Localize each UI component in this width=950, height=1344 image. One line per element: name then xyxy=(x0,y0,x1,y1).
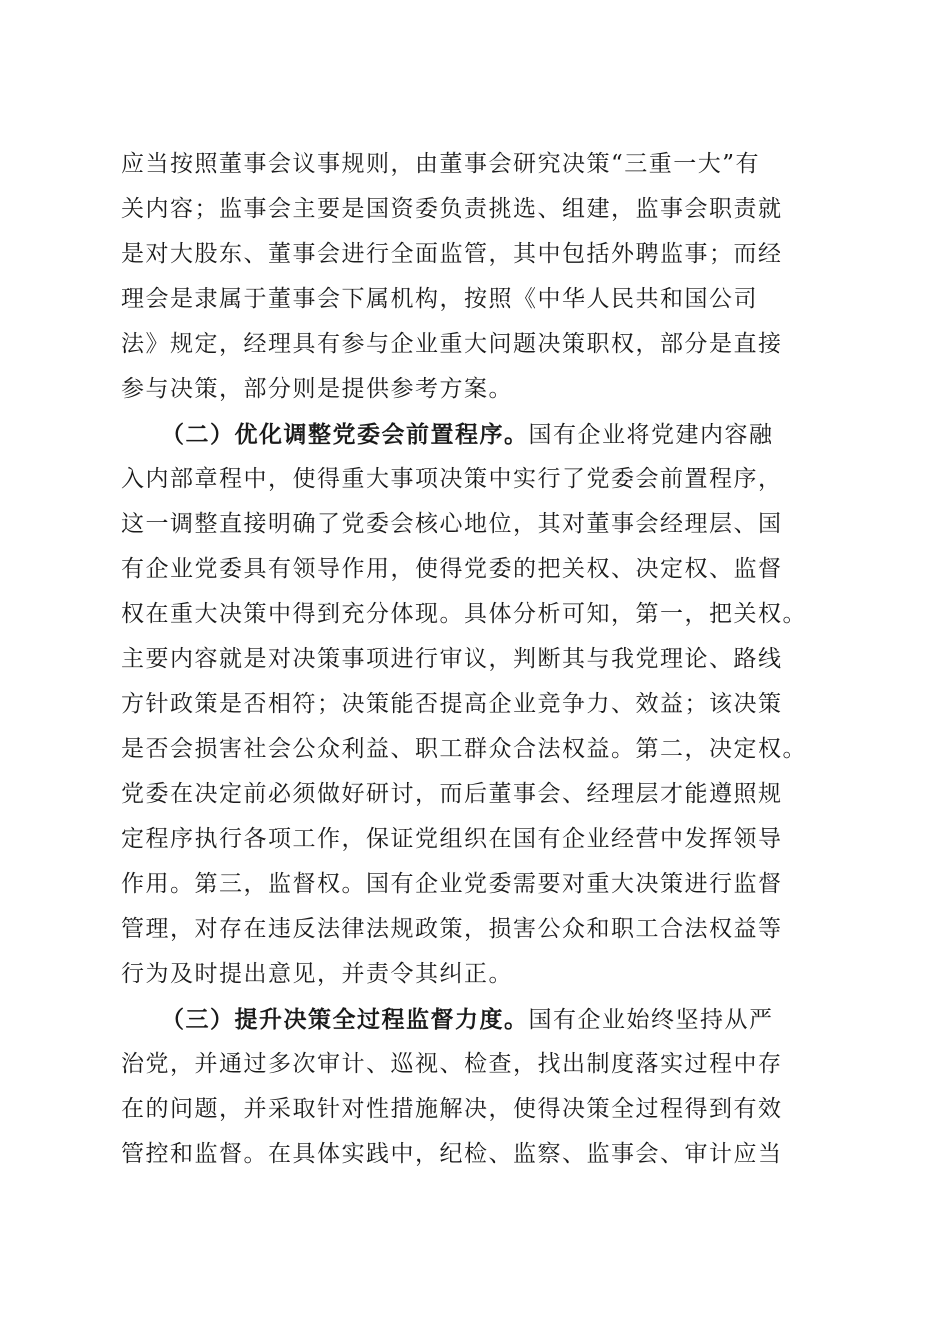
section-heading: （三）提升决策全过程监督力度。 xyxy=(161,1006,529,1033)
text-line: 作用。第三，监督权。国有企业党委需要对重大决策进行监督 xyxy=(121,871,783,897)
text-line: 法》规定，经理具有参与企业重大问题决策职权，部分是直接 xyxy=(121,331,783,357)
text-line: 理会是隶属于董事会下属机构，按照《中华人民共和国公司 xyxy=(121,286,758,312)
paragraph-1 xyxy=(121,142,833,412)
text-line: 是对大股东、董事会进行全面监管，其中包括外聘监事；而经 xyxy=(121,241,783,267)
text-line: 关内容；监事会主要是国资委负责挑选、组建，监事会职责就 xyxy=(121,196,783,222)
text-segment: 国有企业将党建内容融 xyxy=(528,422,774,448)
text-line: 定程序执行各项工作，保证党组织在国有企业经营中发挥领导 xyxy=(121,826,783,852)
text-line: 治党，并通过多次审计、巡视、检查，找出制度落实过程中存 xyxy=(121,1051,783,1077)
text-line: 是否会损害社会公众利益、职工群众合法权益。第二，决定权。 xyxy=(121,736,807,762)
text-line: 在的问题，并采取针对性措施解决，使得决策全过程得到有效 xyxy=(121,1096,783,1122)
text-line: 入内部章程中，使得重大事项决策中实行了党委会前置程序， xyxy=(121,466,783,492)
text-line: 应当按照董事会议事规则，由董事会研究决策“三重一大”有 xyxy=(121,151,761,177)
section-heading: （二）优化调整党委会前置程序。 xyxy=(161,421,529,448)
text-line: 党委在决定前必须做好研讨，而后董事会、经理层才能遵照规 xyxy=(121,781,783,807)
text-line: 有企业党委具有领导作用，使得党委的把关权、决定权、监督 xyxy=(121,556,783,582)
text-line: 参与决策，部分则是提供参考方案。 xyxy=(121,376,513,402)
text-line: 管理，对存在违反法律法规政策，损害公众和职工合法权益等 xyxy=(121,916,783,942)
text-line: 方针政策是否相符；决策能否提高企业竞争力、效益；该决策 xyxy=(121,691,783,717)
text-line: 行为及时提出意见，并责令其纠正。 xyxy=(121,961,513,987)
text-line: 管控和监督。在具体实践中，纪检、监察、监事会、审计应当 xyxy=(121,1141,783,1167)
text-line: 主要内容就是对决策事项进行审议，判断其与我党理论、路线 xyxy=(121,646,783,672)
paragraph-2 xyxy=(121,412,833,997)
paragraph-3 xyxy=(121,997,833,1177)
document-body xyxy=(121,142,833,1177)
text-segment: 国有企业始终坚持从严 xyxy=(528,1007,774,1033)
text-line: 这一调整直接明确了党委会核心地位，其对董事会经理层、国 xyxy=(121,511,783,537)
paragraph-first-line xyxy=(121,412,833,457)
text-line: 权在重大决策中得到充分体现。具体分析可知，第一，把关权。 xyxy=(121,601,807,627)
paragraph-first-line xyxy=(121,997,833,1042)
